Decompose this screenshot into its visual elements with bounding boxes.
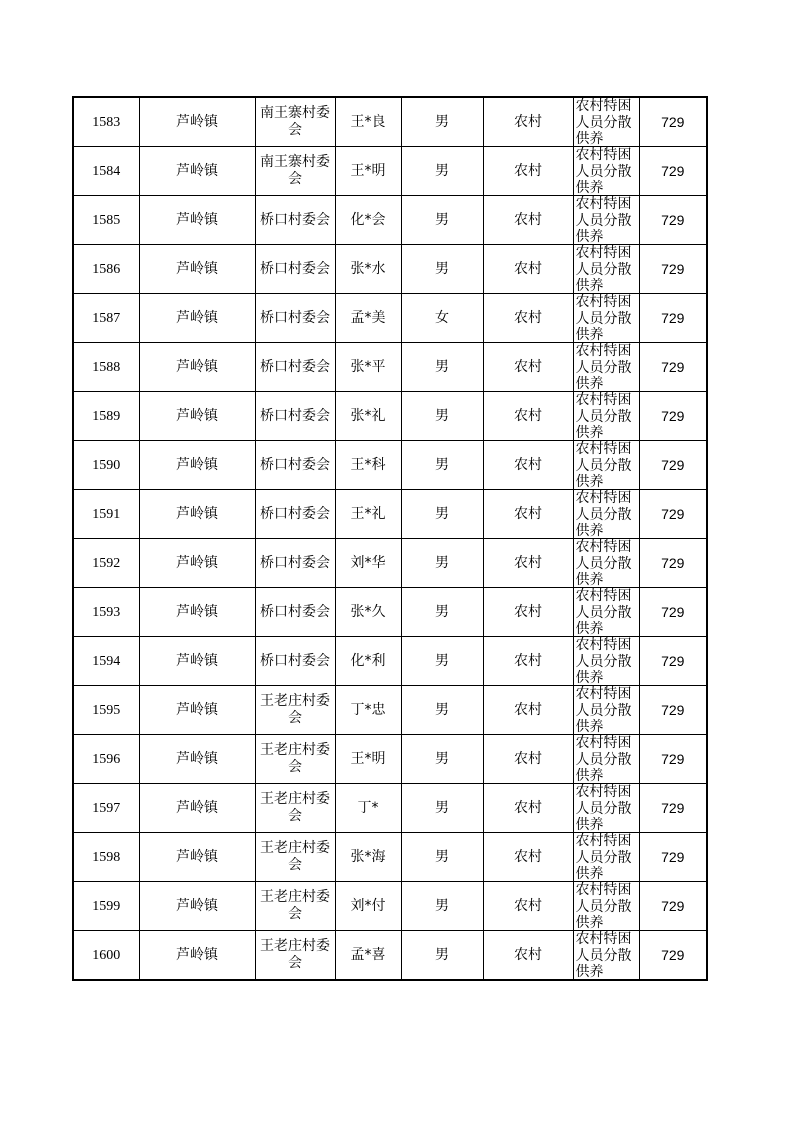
village-text: 王老庄村委会 [260,889,330,922]
gender-cell: 男 [401,97,483,147]
village-text: 桥口村委会 [260,505,330,522]
person-name-cell: 王*良 [335,97,401,147]
village-cell [255,686,335,735]
assistance-type-cell [573,490,639,539]
amount-cell: 729 [639,588,707,637]
town-cell: 芦岭镇 [139,490,255,539]
amount-cell: 729 [639,735,707,784]
village-text: 南王寨村委会 [260,105,330,138]
assistance-type-text: 农村特困人员分散供养 [575,931,632,979]
serial-number-cell: 1600 [73,931,139,981]
town-cell: 芦岭镇 [139,735,255,784]
village-text: 桥口村委会 [260,652,330,669]
assistance-type-text: 农村特困人员分散供养 [575,245,632,293]
village-cell [255,490,335,539]
residence-type-cell: 农村 [483,637,573,686]
village-cell [255,539,335,588]
village-cell [255,343,335,392]
town-cell: 芦岭镇 [139,931,255,981]
gender-cell: 男 [401,343,483,392]
amount-cell: 729 [639,539,707,588]
person-name-cell: 王*科 [335,441,401,490]
person-name-cell: 王*明 [335,147,401,196]
town-cell: 芦岭镇 [139,833,255,882]
residence-type-cell: 农村 [483,245,573,294]
gender-cell: 男 [401,833,483,882]
person-name-cell: 刘*华 [335,539,401,588]
residence-type-cell: 农村 [483,588,573,637]
assistance-type-cell [573,637,639,686]
amount-cell: 729 [639,686,707,735]
person-name-cell: 张*久 [335,588,401,637]
person-name-cell: 丁* [335,784,401,833]
person-name-cell: 丁*忠 [335,686,401,735]
village-cell [255,588,335,637]
village-cell [255,441,335,490]
village-text: 桥口村委会 [260,456,330,473]
residence-type-cell: 农村 [483,931,573,981]
person-name-cell: 张*平 [335,343,401,392]
amount-cell: 729 [639,833,707,882]
assistance-type-cell [573,784,639,833]
serial-number-cell: 1596 [73,735,139,784]
table-row [73,343,707,392]
residence-type-cell: 农村 [483,735,573,784]
table-row [73,931,707,981]
amount-cell: 729 [639,637,707,686]
assistance-type-cell [573,441,639,490]
village-text: 南王寨村委会 [260,154,330,187]
assistance-type-text: 农村特困人员分散供养 [575,539,632,587]
residence-type-cell: 农村 [483,882,573,931]
assistance-type-text: 农村特困人员分散供养 [575,392,632,440]
assistance-type-text: 农村特困人员分散供养 [575,343,632,391]
amount-cell: 729 [639,784,707,833]
assistance-type-text: 农村特困人员分散供养 [575,196,632,244]
amount-cell: 729 [639,931,707,981]
assistance-type-text: 农村特困人员分散供养 [575,490,632,538]
assistance-type-text: 农村特困人员分散供养 [575,98,632,146]
village-text: 桥口村委会 [260,260,330,277]
village-cell [255,882,335,931]
assistance-type-cell [573,147,639,196]
assistance-type-cell [573,588,639,637]
serial-number-cell: 1589 [73,392,139,441]
gender-cell: 男 [401,637,483,686]
village-cell [255,637,335,686]
assistance-type-text: 农村特困人员分散供养 [575,441,632,489]
serial-number-cell: 1590 [73,441,139,490]
village-cell [255,147,335,196]
assistance-type-cell [573,343,639,392]
serial-number-cell: 1595 [73,686,139,735]
village-cell [255,294,335,343]
gender-cell: 男 [401,931,483,981]
person-name-cell: 化*会 [335,196,401,245]
town-cell: 芦岭镇 [139,97,255,147]
table-row [73,441,707,490]
table-row [73,490,707,539]
gender-cell: 男 [401,245,483,294]
gender-cell: 男 [401,147,483,196]
table-row [73,784,707,833]
serial-number-cell: 1594 [73,637,139,686]
assistance-type-cell [573,833,639,882]
assistance-type-text: 农村特困人员分散供养 [575,588,632,636]
amount-cell: 729 [639,147,707,196]
table-row [73,539,707,588]
gender-cell: 男 [401,539,483,588]
gender-cell: 男 [401,735,483,784]
village-text: 王老庄村委会 [260,693,330,726]
residence-type-cell: 农村 [483,147,573,196]
serial-number-cell: 1592 [73,539,139,588]
person-name-cell: 孟*美 [335,294,401,343]
town-cell: 芦岭镇 [139,882,255,931]
roster-body [73,97,707,980]
assistance-type-text: 农村特困人员分散供养 [575,147,632,195]
assistance-type-cell [573,686,639,735]
town-cell: 芦岭镇 [139,784,255,833]
table-row [73,392,707,441]
assistance-type-cell [573,196,639,245]
table-row [73,882,707,931]
assistance-type-cell [573,882,639,931]
village-cell [255,196,335,245]
person-name-cell: 王*明 [335,735,401,784]
amount-cell: 729 [639,97,707,147]
gender-cell: 男 [401,686,483,735]
village-text: 王老庄村委会 [260,938,330,971]
gender-cell: 女 [401,294,483,343]
residence-type-cell: 农村 [483,97,573,147]
village-text: 桥口村委会 [260,309,330,326]
table-row [73,833,707,882]
town-cell: 芦岭镇 [139,294,255,343]
village-text: 王老庄村委会 [260,840,330,873]
table-row [73,735,707,784]
village-cell [255,931,335,981]
table-row [73,196,707,245]
serial-number-cell: 1583 [73,97,139,147]
village-cell [255,735,335,784]
assistance-type-cell [573,931,639,981]
assistance-type-cell [573,392,639,441]
serial-number-cell: 1597 [73,784,139,833]
town-cell: 芦岭镇 [139,441,255,490]
gender-cell: 男 [401,490,483,539]
person-name-cell: 王*礼 [335,490,401,539]
village-text: 桥口村委会 [260,358,330,375]
amount-cell: 729 [639,882,707,931]
assistance-type-cell [573,97,639,147]
assistance-type-text: 农村特困人员分散供养 [575,686,632,734]
village-text: 王老庄村委会 [260,791,330,824]
serial-number-cell: 1587 [73,294,139,343]
assistance-type-text: 农村特困人员分散供养 [575,294,632,342]
village-text: 桥口村委会 [260,211,330,228]
table-row [73,588,707,637]
serial-number-cell: 1591 [73,490,139,539]
assistance-type-cell [573,294,639,343]
town-cell: 芦岭镇 [139,392,255,441]
village-cell [255,245,335,294]
person-name-cell: 化*利 [335,637,401,686]
amount-cell: 729 [639,196,707,245]
gender-cell: 男 [401,882,483,931]
residence-type-cell: 农村 [483,343,573,392]
residence-type-cell: 农村 [483,441,573,490]
amount-cell: 729 [639,294,707,343]
table-row [73,147,707,196]
residence-type-cell: 农村 [483,833,573,882]
gender-cell: 男 [401,196,483,245]
assistance-type-text: 农村特困人员分散供养 [575,882,632,930]
town-cell: 芦岭镇 [139,686,255,735]
amount-cell: 729 [639,245,707,294]
amount-cell: 729 [639,392,707,441]
residence-type-cell: 农村 [483,196,573,245]
assistance-type-cell [573,245,639,294]
table-row [73,97,707,147]
person-name-cell: 张*海 [335,833,401,882]
assistance-type-cell [573,539,639,588]
serial-number-cell: 1599 [73,882,139,931]
village-cell [255,784,335,833]
village-text: 王老庄村委会 [260,742,330,775]
table-row [73,245,707,294]
town-cell: 芦岭镇 [139,196,255,245]
village-text: 桥口村委会 [260,407,330,424]
serial-number-cell: 1598 [73,833,139,882]
residence-type-cell: 农村 [483,392,573,441]
residence-type-cell: 农村 [483,784,573,833]
relief-roster-table [72,96,708,981]
amount-cell: 729 [639,490,707,539]
amount-cell: 729 [639,441,707,490]
gender-cell: 男 [401,392,483,441]
gender-cell: 男 [401,441,483,490]
assistance-type-cell [573,735,639,784]
village-text: 桥口村委会 [260,603,330,620]
town-cell: 芦岭镇 [139,539,255,588]
assistance-type-text: 农村特困人员分散供养 [575,833,632,881]
person-name-cell: 张*礼 [335,392,401,441]
assistance-type-text: 农村特困人员分散供养 [575,784,632,832]
residence-type-cell: 农村 [483,539,573,588]
village-text: 桥口村委会 [260,554,330,571]
person-name-cell: 刘*付 [335,882,401,931]
serial-number-cell: 1584 [73,147,139,196]
serial-number-cell: 1593 [73,588,139,637]
town-cell: 芦岭镇 [139,588,255,637]
amount-cell: 729 [639,343,707,392]
town-cell: 芦岭镇 [139,245,255,294]
assistance-type-text: 农村特困人员分散供养 [575,637,632,685]
serial-number-cell: 1586 [73,245,139,294]
residence-type-cell: 农村 [483,490,573,539]
person-name-cell: 孟*喜 [335,931,401,981]
table-row [73,637,707,686]
table-row [73,294,707,343]
village-cell [255,833,335,882]
village-cell [255,97,335,147]
town-cell: 芦岭镇 [139,343,255,392]
village-cell [255,392,335,441]
person-name-cell: 张*水 [335,245,401,294]
table-row [73,686,707,735]
residence-type-cell: 农村 [483,294,573,343]
serial-number-cell: 1585 [73,196,139,245]
town-cell: 芦岭镇 [139,147,255,196]
gender-cell: 男 [401,784,483,833]
gender-cell: 男 [401,588,483,637]
assistance-type-text: 农村特困人员分散供养 [575,735,632,783]
residence-type-cell: 农村 [483,686,573,735]
town-cell: 芦岭镇 [139,637,255,686]
serial-number-cell: 1588 [73,343,139,392]
